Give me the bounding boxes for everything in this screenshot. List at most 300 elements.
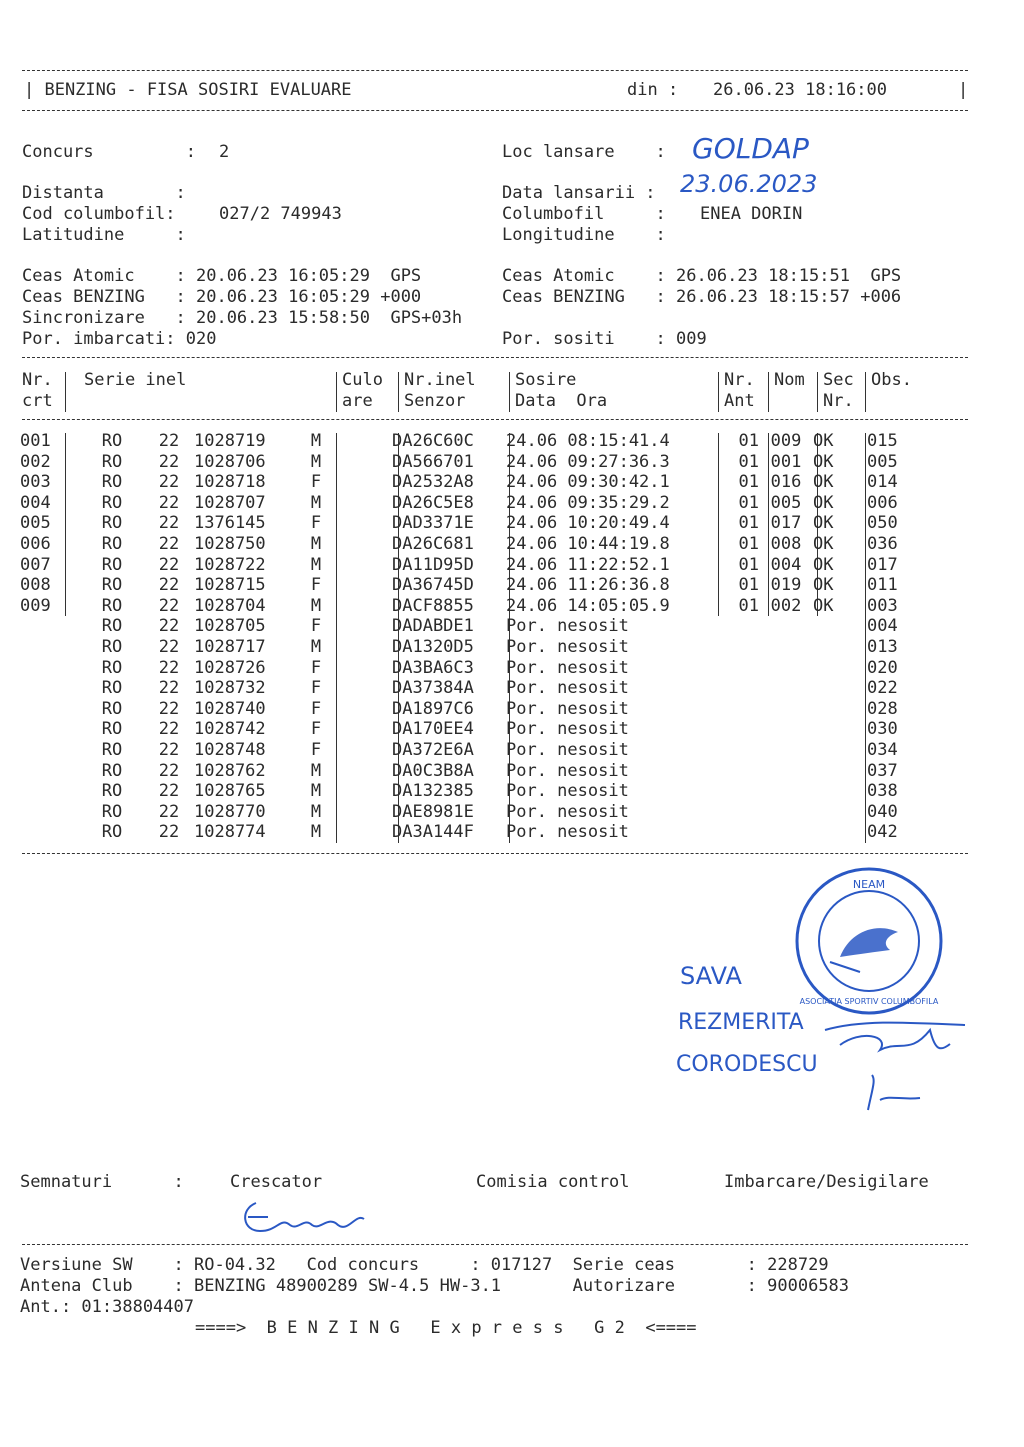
data-lansarii-label: Data lansarii :	[502, 183, 656, 203]
row-nom	[763, 822, 809, 843]
table-row	[20, 493, 927, 514]
longitudine-label: Longitudine :	[502, 225, 666, 245]
table-row	[20, 637, 927, 658]
row-sensor: DACF8855	[392, 595, 474, 616]
row-antenna: 01	[738, 554, 759, 575]
sincronizare: Sincronizare : 20.06.23 15:58:50 GPS+03h	[22, 308, 463, 328]
row-ring: 1028770	[194, 801, 266, 822]
crescator-signature	[238, 1195, 368, 1240]
row-year: 22	[158, 739, 180, 760]
row-antenna: 01	[738, 595, 759, 616]
row-year: 22	[158, 636, 180, 657]
table-row	[20, 740, 927, 761]
loc-lansare-label: Loc lansare :	[502, 142, 666, 162]
row-arrival: Por. nesosit	[506, 636, 629, 657]
row-nom	[763, 781, 809, 802]
row-color	[328, 575, 388, 596]
header-right-bar: |	[958, 80, 969, 100]
row-arrival: Por. nesosit	[506, 781, 629, 802]
row-country: RO	[101, 739, 123, 760]
row-ring: 1028705	[194, 616, 266, 637]
row-nr	[20, 740, 80, 761]
header-sep	[768, 372, 769, 412]
row-sec	[809, 616, 861, 637]
row-color	[328, 740, 388, 761]
row-country: RO	[101, 492, 123, 513]
semnaturi-label: Semnaturi :	[20, 1172, 184, 1192]
row-ring: 1028750	[194, 533, 266, 554]
row-year: 22	[158, 451, 180, 472]
row-sensor: DA0C3B8A	[392, 760, 474, 781]
row-nr	[20, 658, 80, 679]
row-sec: OK	[813, 533, 834, 554]
row-antenna	[711, 678, 763, 699]
por-sositi: Por. sositi : 009	[502, 329, 707, 349]
row-country: RO	[101, 801, 123, 822]
row-arrival: 24.06 09:27:36.3	[506, 451, 670, 472]
row-nr	[20, 616, 80, 637]
row-sex: M	[310, 492, 322, 513]
row-ring: 1028704	[194, 595, 266, 616]
stamp-top-text: NEAM	[852, 878, 886, 891]
row-nr	[20, 822, 80, 843]
row-country: RO	[101, 636, 123, 657]
footer-rule	[22, 1244, 968, 1245]
row-ring: 1028742	[194, 719, 266, 740]
row-sensor: DADABDE1	[392, 616, 474, 637]
row-country: RO	[101, 698, 123, 719]
footer-versiune: Versiune SW : RO-04.32 Cod concurs : 017127 Serie ceas : 228729	[20, 1255, 829, 1275]
row-country: RO	[101, 533, 123, 554]
row-antenna	[711, 781, 763, 802]
handwritten-corodescu: CORODESCU	[676, 1052, 818, 1077]
row-color	[328, 555, 388, 576]
row-arrival: 24.06 09:35:29.2	[506, 492, 670, 513]
columbofil-value: ENEA DORIN	[700, 204, 803, 224]
row-arrival: Por. nesosit	[506, 678, 629, 699]
row-ring: 1028717	[194, 636, 266, 657]
row-antenna	[711, 719, 763, 740]
row-obs: 011	[867, 575, 898, 596]
row-arrival: 24.06 14:05:05.9	[506, 595, 670, 616]
row-sec: OK	[813, 513, 834, 534]
concurs-value: 2	[219, 142, 230, 162]
col-sosire-head1: Sosire	[515, 370, 577, 390]
row-country: RO	[101, 822, 123, 843]
table-row	[20, 616, 927, 637]
row-nr	[20, 802, 80, 823]
report-datetime: 26.06.23 18:16:00	[713, 80, 887, 100]
col-serie-head: Serie inel	[84, 370, 187, 390]
table-row	[20, 534, 927, 555]
distanta-label: Distanta :	[22, 183, 186, 203]
row-sec: OK	[813, 451, 834, 472]
row-sensor: DA170EE4	[392, 719, 474, 740]
row-arrival: Por. nesosit	[506, 719, 629, 740]
row-nom: 004	[770, 554, 802, 575]
row-antenna: 01	[738, 472, 759, 493]
cod-columbofil-label: Cod columbofil:	[22, 204, 176, 224]
row-nr	[20, 719, 80, 740]
row-sec	[809, 740, 861, 761]
row-arrival: Por. nesosit	[506, 657, 629, 678]
row-color	[328, 596, 388, 617]
col-nr-head2: crt	[22, 391, 53, 411]
row-sex: M	[310, 801, 322, 822]
table-row	[20, 596, 927, 617]
row-sex: M	[310, 431, 322, 451]
row-antenna	[711, 658, 763, 679]
row-year: 22	[158, 822, 180, 843]
header-sep	[398, 372, 399, 412]
comisia-control-label: Comisia control	[476, 1172, 630, 1192]
col-sosire-head2: Data Ora	[515, 391, 608, 411]
concurs-label: Concurs :	[22, 142, 196, 162]
row-nr	[20, 761, 80, 782]
row-sec	[809, 658, 861, 679]
row-year: 22	[158, 678, 180, 699]
header-sep	[817, 372, 818, 412]
row-country: RO	[101, 760, 123, 781]
ceas-atomic-end: Ceas Atomic : 26.06.23 18:15:51 GPS	[502, 266, 902, 286]
table-row	[20, 555, 927, 576]
row-year: 22	[158, 719, 180, 740]
col-nrinel-head2: Senzor	[404, 391, 466, 411]
row-sec: OK	[813, 431, 834, 451]
row-sensor: DA132385	[392, 781, 474, 802]
association-stamp	[790, 862, 948, 1020]
row-nom	[763, 761, 809, 782]
row-nr: 007	[20, 554, 51, 575]
row-obs: 006	[867, 492, 898, 513]
header-sep	[65, 372, 66, 412]
row-nr: 001	[20, 431, 51, 451]
table-row	[20, 431, 927, 452]
row-ring: 1028706	[194, 451, 266, 472]
imbarcare-desigilare-label: Imbarcare/Desigilare	[724, 1172, 929, 1192]
row-sex: F	[310, 739, 322, 760]
table-row	[20, 678, 927, 699]
din-label: din :	[627, 80, 679, 100]
row-obs: 040	[867, 801, 898, 822]
ceas-benzing-start: Ceas BENZING : 20.06.23 16:05:29 +000	[22, 287, 422, 307]
row-antenna: 01	[738, 451, 759, 472]
row-year: 22	[158, 781, 180, 802]
row-ring: 1028707	[194, 492, 266, 513]
row-nom: 008	[770, 533, 802, 554]
col-nr-head1: Nr.	[22, 370, 53, 390]
header-sep	[865, 372, 866, 412]
row-nom: 019	[770, 575, 802, 596]
row-nr: 002	[20, 451, 51, 472]
header-sep	[718, 372, 719, 412]
row-sensor: DA2532A8	[392, 472, 474, 493]
row-antenna	[711, 637, 763, 658]
row-antenna	[711, 761, 763, 782]
row-ring: 1028715	[194, 575, 266, 596]
row-sex: F	[310, 472, 322, 493]
row-color	[328, 493, 388, 514]
row-sensor: DA36745D	[392, 575, 474, 596]
row-year: 22	[158, 657, 180, 678]
stamp-ring-text: ASOCIATIA SPORTIV COLUMBOFILA	[799, 997, 939, 1006]
row-arrival: Por. nesosit	[506, 801, 629, 822]
row-nr	[20, 699, 80, 720]
col-ant-head2: Ant	[724, 391, 755, 411]
row-nom	[763, 658, 809, 679]
row-year: 22	[158, 698, 180, 719]
row-nr	[20, 781, 80, 802]
row-arrival: Por. nesosit	[506, 760, 629, 781]
por-imbarcati: Por. imbarcati: 020	[22, 329, 217, 349]
row-sex: M	[310, 822, 322, 843]
row-obs: 028	[867, 698, 898, 719]
row-sec: OK	[813, 575, 834, 596]
footer-antena: Antena Club : BENZING 48900289 SW-4.5 HW-3.1 Autorizare : 90006583	[20, 1276, 850, 1296]
row-year: 22	[158, 533, 180, 554]
row-nr: 008	[20, 575, 51, 596]
row-country: RO	[101, 719, 123, 740]
row-antenna: 01	[738, 575, 759, 596]
row-country: RO	[101, 431, 123, 451]
row-nr: 005	[20, 513, 51, 534]
row-antenna	[711, 616, 763, 637]
row-obs: 003	[867, 595, 898, 616]
row-sex: F	[310, 657, 322, 678]
table-row	[20, 719, 927, 740]
row-sex: F	[310, 698, 322, 719]
top-dashed-rule	[22, 70, 968, 71]
row-color	[328, 452, 388, 473]
row-nr: 009	[20, 595, 51, 616]
handwritten-sava: SAVA	[680, 962, 742, 990]
row-nom	[763, 699, 809, 720]
row-sex: F	[310, 678, 322, 699]
row-obs: 038	[867, 781, 898, 802]
row-year: 22	[158, 554, 180, 575]
row-country: RO	[101, 781, 123, 802]
row-year: 22	[158, 492, 180, 513]
row-year: 22	[158, 472, 180, 493]
row-obs: 015	[867, 431, 898, 451]
row-sensor: DAD3371E	[392, 513, 474, 534]
row-sex: F	[310, 719, 322, 740]
header-sep	[336, 372, 337, 412]
row-sex: M	[310, 595, 322, 616]
row-sex: M	[310, 451, 322, 472]
row-sec	[809, 781, 861, 802]
row-nom: 001	[770, 451, 802, 472]
handwritten-rezmerita: REZMERITA	[678, 1010, 804, 1035]
row-antenna: 01	[738, 431, 759, 451]
row-ring: 1028740	[194, 698, 266, 719]
table-row	[20, 472, 927, 493]
row-sec	[809, 802, 861, 823]
row-nom: 005	[770, 492, 802, 513]
row-nom: 009	[770, 431, 802, 451]
row-ring: 1028718	[194, 472, 266, 493]
row-antenna	[711, 802, 763, 823]
row-country: RO	[101, 575, 123, 596]
row-sensor: DA3BA6C3	[392, 657, 474, 678]
table-row	[20, 699, 927, 720]
row-color	[328, 719, 388, 740]
row-nr: 004	[20, 492, 51, 513]
row-sec	[809, 719, 861, 740]
row-ring: 1028722	[194, 554, 266, 575]
header-sep	[509, 372, 510, 412]
row-arrival: 24.06 09:30:42.1	[506, 472, 670, 493]
report-title: | BENZING - FISA SOSIRI EVALUARE	[24, 80, 352, 100]
row-antenna	[711, 740, 763, 761]
arrivals-table	[20, 431, 927, 843]
data-lansarii-handwritten: 23.06.2023	[680, 170, 818, 198]
row-nr	[20, 637, 80, 658]
columbofil-label: Columbofil :	[502, 204, 666, 224]
row-ring: 1376145	[194, 513, 266, 534]
row-sec	[809, 822, 861, 843]
table-top-rule	[22, 357, 968, 358]
row-sensor: DA1320D5	[392, 636, 474, 657]
row-sec	[809, 637, 861, 658]
row-ring: 1028762	[194, 760, 266, 781]
table-row	[20, 761, 927, 782]
col-obs-head: Obs.	[871, 370, 912, 390]
crescator-label: Crescator	[230, 1172, 323, 1192]
ceas-atomic-start: Ceas Atomic : 20.06.23 16:05:29 GPS	[22, 266, 422, 286]
row-nom	[763, 719, 809, 740]
row-nom	[763, 678, 809, 699]
row-sec: OK	[813, 472, 834, 493]
footer-brand: ====> B E N Z I N G E x p r e s s G 2 <====	[195, 1318, 697, 1338]
row-sensor: DA3A144F	[392, 822, 474, 843]
table-row	[20, 781, 927, 802]
row-arrival: 24.06 10:20:49.4	[506, 513, 670, 534]
row-year: 22	[158, 760, 180, 781]
row-color	[328, 616, 388, 637]
row-sensor: DA11D95D	[392, 554, 474, 575]
row-sec: OK	[813, 554, 834, 575]
row-country: RO	[101, 554, 123, 575]
row-country: RO	[101, 616, 123, 637]
col-sec-head1: Sec	[823, 370, 854, 390]
row-color	[328, 431, 388, 452]
table-row	[20, 513, 927, 534]
row-nom: 017	[770, 513, 802, 534]
ceas-benzing-end: Ceas BENZING : 26.06.23 18:15:57 +006	[502, 287, 902, 307]
row-obs: 013	[867, 636, 898, 657]
col-nrinel-head1: Nr.inel	[404, 370, 476, 390]
table-row	[20, 822, 927, 843]
row-nr	[20, 678, 80, 699]
row-ring: 1028726	[194, 657, 266, 678]
row-nom	[763, 637, 809, 658]
row-nr: 006	[20, 533, 51, 554]
row-arrival: 24.06 11:22:52.1	[506, 554, 670, 575]
row-color	[328, 699, 388, 720]
row-obs: 020	[867, 657, 898, 678]
table-row	[20, 452, 927, 473]
row-country: RO	[101, 678, 123, 699]
row-year: 22	[158, 595, 180, 616]
row-sex: M	[310, 636, 322, 657]
row-color	[328, 513, 388, 534]
row-obs: 005	[867, 451, 898, 472]
row-nr: 003	[20, 472, 51, 493]
row-sensor: DA566701	[392, 451, 474, 472]
row-arrival: 24.06 08:15:41.4	[506, 431, 670, 451]
row-obs: 036	[867, 533, 898, 554]
row-sex: M	[310, 760, 322, 781]
row-year: 22	[158, 616, 180, 637]
row-ring: 1028719	[194, 431, 266, 451]
row-color	[328, 658, 388, 679]
cod-columbofil-value: 027/2 749943	[219, 204, 342, 224]
col-culo-head2: are	[342, 391, 373, 411]
row-ring: 1028748	[194, 739, 266, 760]
row-sec	[809, 678, 861, 699]
row-antenna: 01	[738, 513, 759, 534]
row-ring: 1028732	[194, 678, 266, 699]
row-color	[328, 822, 388, 843]
row-sensor: DA1897C6	[392, 698, 474, 719]
table-row	[20, 575, 927, 596]
row-ring: 1028765	[194, 781, 266, 802]
row-sensor: DA26C5E8	[392, 492, 474, 513]
row-obs: 004	[867, 616, 898, 637]
col-sec-head2: Nr.	[823, 391, 854, 411]
row-color	[328, 534, 388, 555]
row-sensor: DA26C681	[392, 533, 474, 554]
col-culo-head1: Culo	[342, 370, 383, 390]
row-sex: F	[310, 513, 322, 534]
row-nom	[763, 802, 809, 823]
row-country: RO	[101, 451, 123, 472]
row-arrival: Por. nesosit	[506, 698, 629, 719]
header-dashed-rule	[22, 110, 968, 111]
row-nom	[763, 616, 809, 637]
row-country: RO	[101, 595, 123, 616]
row-arrival: Por. nesosit	[506, 616, 629, 637]
row-obs: 037	[867, 760, 898, 781]
row-antenna: 01	[738, 533, 759, 554]
row-country: RO	[101, 513, 123, 534]
row-color	[328, 761, 388, 782]
table-row	[20, 658, 927, 679]
row-antenna: 01	[738, 492, 759, 513]
row-obs: 042	[867, 822, 898, 843]
row-obs: 034	[867, 739, 898, 760]
row-year: 22	[158, 513, 180, 534]
row-sex: F	[310, 575, 322, 596]
row-nom: 002	[770, 595, 802, 616]
row-arrival: Por. nesosit	[506, 739, 629, 760]
row-sex: M	[310, 781, 322, 802]
row-arrival: 24.06 10:44:19.8	[506, 533, 670, 554]
commission-signatures	[820, 1000, 970, 1120]
row-arrival: Por. nesosit	[506, 822, 629, 843]
row-sec	[809, 761, 861, 782]
row-obs: 017	[867, 554, 898, 575]
row-nom: 016	[770, 472, 802, 493]
table-header-rule	[22, 419, 968, 420]
col-ant-head1: Nr.	[724, 370, 755, 390]
row-sec: OK	[813, 595, 834, 616]
row-year: 22	[158, 801, 180, 822]
row-sec	[809, 699, 861, 720]
row-obs: 014	[867, 472, 898, 493]
latitudine-label: Latitudine :	[22, 225, 186, 245]
